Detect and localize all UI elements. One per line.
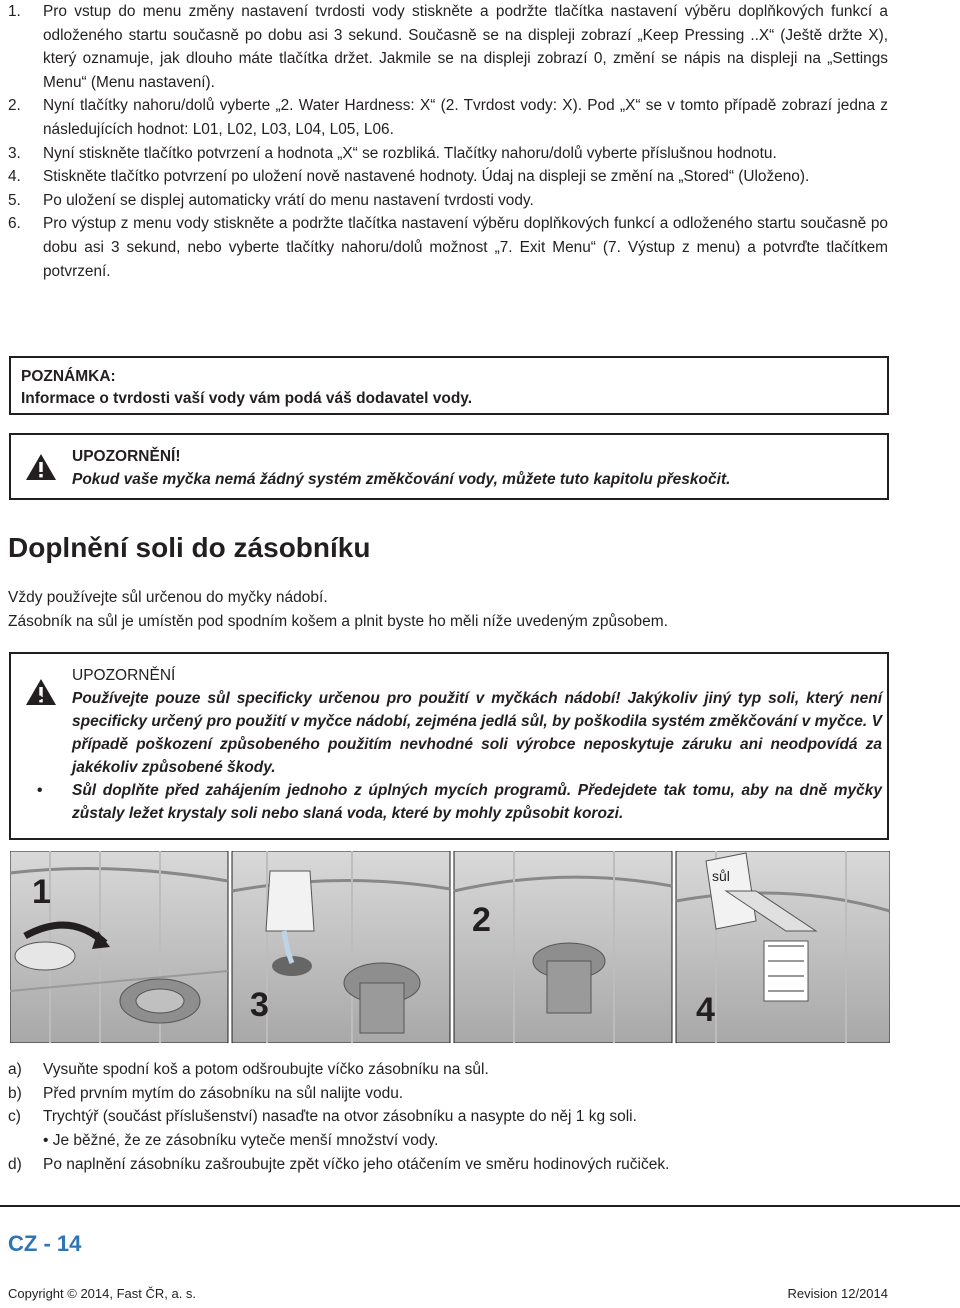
step-text: Po uložení se displej automaticky vrátí do menu nastavení tvrdosti vody. <box>43 191 534 209</box>
step-item <box>8 1153 888 1177</box>
step-letter: a) <box>8 1061 22 1078</box>
step-letter: b) <box>8 1084 22 1102</box>
panel-3 <box>454 851 672 1043</box>
sub-note: • Je běžné, že ze zásobníku vyteče menší množství vody. <box>43 1132 439 1150</box>
panel-1 <box>10 851 228 1043</box>
panel-number: 4 <box>696 991 715 1029</box>
step-text: Stiskněte tlačítko potvrzení po uložení nově nastavené hodnoty. Údaj na displeji se změní na „Stored“ (Uloženo). <box>43 168 810 186</box>
list-item <box>37 687 882 779</box>
revision: Revision 12/2014 <box>787 1286 888 1301</box>
step-text: Pro vstup do menu změny nastavení tvrdosti vody stiskněte a podržte tlačítka nastavení výběru doplňkových funkcí a odloženého startu současně po dobu asi 3 sekund. Současně se na displeji zobrazí „Keep Pressing ..X“ (Ještě držte X), který oznamuje, jak dlouho máte tlačítka držet. Jakmile se na displeji zobrazí 0, změní se nápis na displeji na „Settings Menu“ (Menu nastavení). <box>43 3 888 91</box>
section-title: Doplnění soli do zásobníku <box>8 532 371 563</box>
panel-number: 1 <box>32 873 51 911</box>
warning-title: UPOZORNĚNÍ! <box>72 448 181 465</box>
salt-fill-illustration <box>10 851 890 1043</box>
list-item <box>37 779 882 825</box>
panel-2 <box>232 851 450 1043</box>
warning-icon <box>25 453 57 481</box>
note-text: Informace o tvrdosti vaší vody vám podá váš dodavatel vody. <box>21 390 473 407</box>
bullet-text: Používejte pouze sůl specificky určenou pro použití v myčkách nádobí! Jakýkoliv jiný typ soli, který není specificky určený pro použití v myčce nádobí, zejména jedlá sůl, by poškodila systém změkčování v myčce. V případě poškození způsobeného použitím nevhodné soli výrobce neposkytuje záruku ani neodpovídá za jakékoliv způsobené škody. <box>72 690 882 776</box>
step-text: Vysuňte spodní koš a potom odšroubujte víčko zásobníku na sůl. <box>43 1061 489 1078</box>
step-item <box>8 0 888 94</box>
panel-number: 3 <box>250 986 269 1024</box>
panel-4 <box>676 851 890 1043</box>
note-box <box>9 356 889 415</box>
step-item <box>8 165 888 189</box>
warning-box <box>9 433 889 500</box>
page-number: CZ - 14 <box>8 1231 82 1256</box>
step-item <box>8 94 888 141</box>
warning-box-salt <box>9 652 889 840</box>
step-number: 6. <box>8 215 21 233</box>
settings-steps <box>8 0 888 283</box>
intro-line: Vždy používejte sůl určenou do myčky nádobí. <box>8 589 328 606</box>
bullet-text: Sůl doplňte před zahájením jednoho z úplných mycích programů. Předejdete tak tomu, aby na dně myčky zůstaly ležet krystaly soli nebo slaná voda, které by mohly způsobit korozi. <box>72 782 882 822</box>
step-item <box>8 1105 888 1129</box>
step-number: 5. <box>8 191 21 209</box>
step-item <box>8 1082 888 1106</box>
salt-label: sůl <box>712 868 730 884</box>
step-number: 3. <box>8 144 21 162</box>
step-item <box>8 189 888 213</box>
warning-bullets <box>37 687 882 825</box>
step-text: Nyní stiskněte tlačítko potvrzení a hodnota „X“ se rozbliká. Tlačítky nahoru/dolů vyberte příslušnou hodnotu. <box>43 144 777 162</box>
bullet-dot: • <box>37 690 43 707</box>
step-text: Trychtýř (součást příslušenství) nasaďte na otvor zásobníku a nasypte do něj 1 kg soli. <box>43 1108 637 1126</box>
panel-number: 2 <box>472 901 491 939</box>
warning-text: Pokud vaše myčka nemá žádný systém změkčování vody, můžete tuto kapitolu přeskočit. <box>72 471 731 488</box>
step-item <box>8 142 888 166</box>
step-text: Pro výstup z menu vody stiskněte a podržte tlačítka nastavení výběru doplňkových funkcí a odloženého startu současně po dobu asi 3 sekund, nebo vyberte tlačítky nahoru/dolů možnost „7. Exit Menu“ (7. Výstup z menu) a potvrďte tlačítkem potvrzení. <box>43 215 888 280</box>
step-text: Nyní tlačítky nahoru/dolů vyberte „2. Water Hardness: X“ (2. Tvrdost vody: X). Pod „X“ se v tomto případě zobrazí jedna z následujících hodnot: L01, L02, L03, L04, L05, L06. <box>43 97 888 138</box>
bullet-dot: • <box>37 782 43 799</box>
warning-title: UPOZORNĚNÍ <box>72 667 176 684</box>
step-text: Po naplnění zásobníku zašroubujte zpět víčko jeho otáčením ve směru hodinových ručiček. <box>43 1155 670 1173</box>
step-item <box>8 212 888 283</box>
step-number: 1. <box>8 3 21 20</box>
note-title: POZNÁMKA: <box>21 368 116 385</box>
step-letter: c) <box>8 1108 21 1126</box>
step-text: Před prvním mytím do zásobníku na sůl nalijte vodu. <box>43 1084 404 1102</box>
footer-divider <box>0 1205 960 1207</box>
copyright: Copyright © 2014, Fast ČR, a. s. <box>8 1286 197 1301</box>
intro-line: Zásobník na sůl je umístěn pod spodním košem a plnit byste ho měli níže uvedeným způsobem. <box>8 613 668 630</box>
step-letter: d) <box>8 1155 22 1173</box>
section-intro <box>8 586 668 634</box>
step-number: 2. <box>8 97 21 115</box>
step-item <box>8 1058 888 1082</box>
step-number: 4. <box>8 168 21 186</box>
salt-steps <box>8 1058 888 1177</box>
